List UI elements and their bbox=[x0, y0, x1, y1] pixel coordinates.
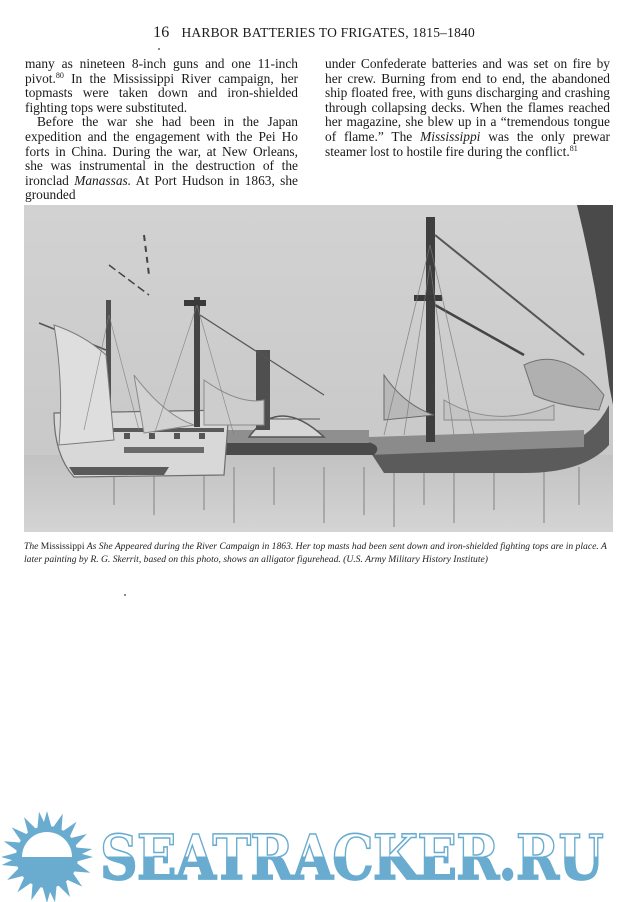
paragraph-text: Before the war she had been in the Japan expedition and the engagement with the Pei Ho forts in China. During the war, at New Orleans, she was instrumental in the destruction of the ironclad bbox=[25, 114, 298, 188]
ship-name: Mississippi bbox=[420, 128, 481, 144]
paragraph-text: In the Mississippi River campaign, her topmasts were taken down and iron-shielded fighting tops were substituted. bbox=[25, 70, 298, 115]
scan-speck bbox=[124, 594, 126, 596]
sun-over-sea-icon bbox=[0, 808, 100, 902]
scan-speck bbox=[158, 48, 160, 50]
running-head-title: HARBOR BATTERIES TO FRIGATES, 1815–1840 bbox=[181, 25, 475, 40]
figure-caption bbox=[24, 540, 614, 566]
caption-text: The bbox=[24, 541, 41, 552]
caption-text: As She Appeared during the River Campaign in 1863. Her top masts had been sent down and iron-shielded fighting tops are in place. A later painting by R. G. Skerrit, based on this photo, shows an alligator figurehead. (U.S. Army Military History Institute) bbox=[24, 541, 607, 565]
ship-name: Manassas. bbox=[74, 172, 132, 188]
footnote-ref[interactable]: 81 bbox=[569, 143, 578, 153]
paragraph-text: At Port Hudson in 1863, she grounded bbox=[25, 172, 298, 203]
watermark-logo[interactable] bbox=[0, 808, 628, 902]
paragraph-text: many as nineteen 8-inch guns and one 11-inch pivot. bbox=[25, 56, 298, 86]
ship-photograph bbox=[24, 205, 613, 532]
ship-photo-illustration bbox=[24, 205, 613, 532]
footnote-ref[interactable]: 80 bbox=[55, 70, 64, 80]
paragraph-text: under Confederate batteries and was set on fire by her crew. Burning from end to end, the abandoned ship floated free, with guns discharging and crashing through collapsing decks. When the flames reached her magazine, she blew up in a “tremendous tongue of flame.” The bbox=[325, 56, 610, 144]
watermark-text: SEATRACKER.RU bbox=[100, 821, 603, 894]
paragraph bbox=[25, 115, 298, 203]
paragraph-text: was the only prewar steamer lost to hostile fire during the conflict. bbox=[325, 128, 610, 159]
paragraph bbox=[25, 57, 298, 115]
paragraph bbox=[325, 57, 610, 159]
running-head bbox=[0, 24, 628, 42]
text-column-left bbox=[25, 57, 298, 203]
caption-ship-name: Mississippi bbox=[40, 541, 85, 552]
page-number: 16 bbox=[153, 24, 170, 41]
text-column-right bbox=[325, 57, 610, 159]
